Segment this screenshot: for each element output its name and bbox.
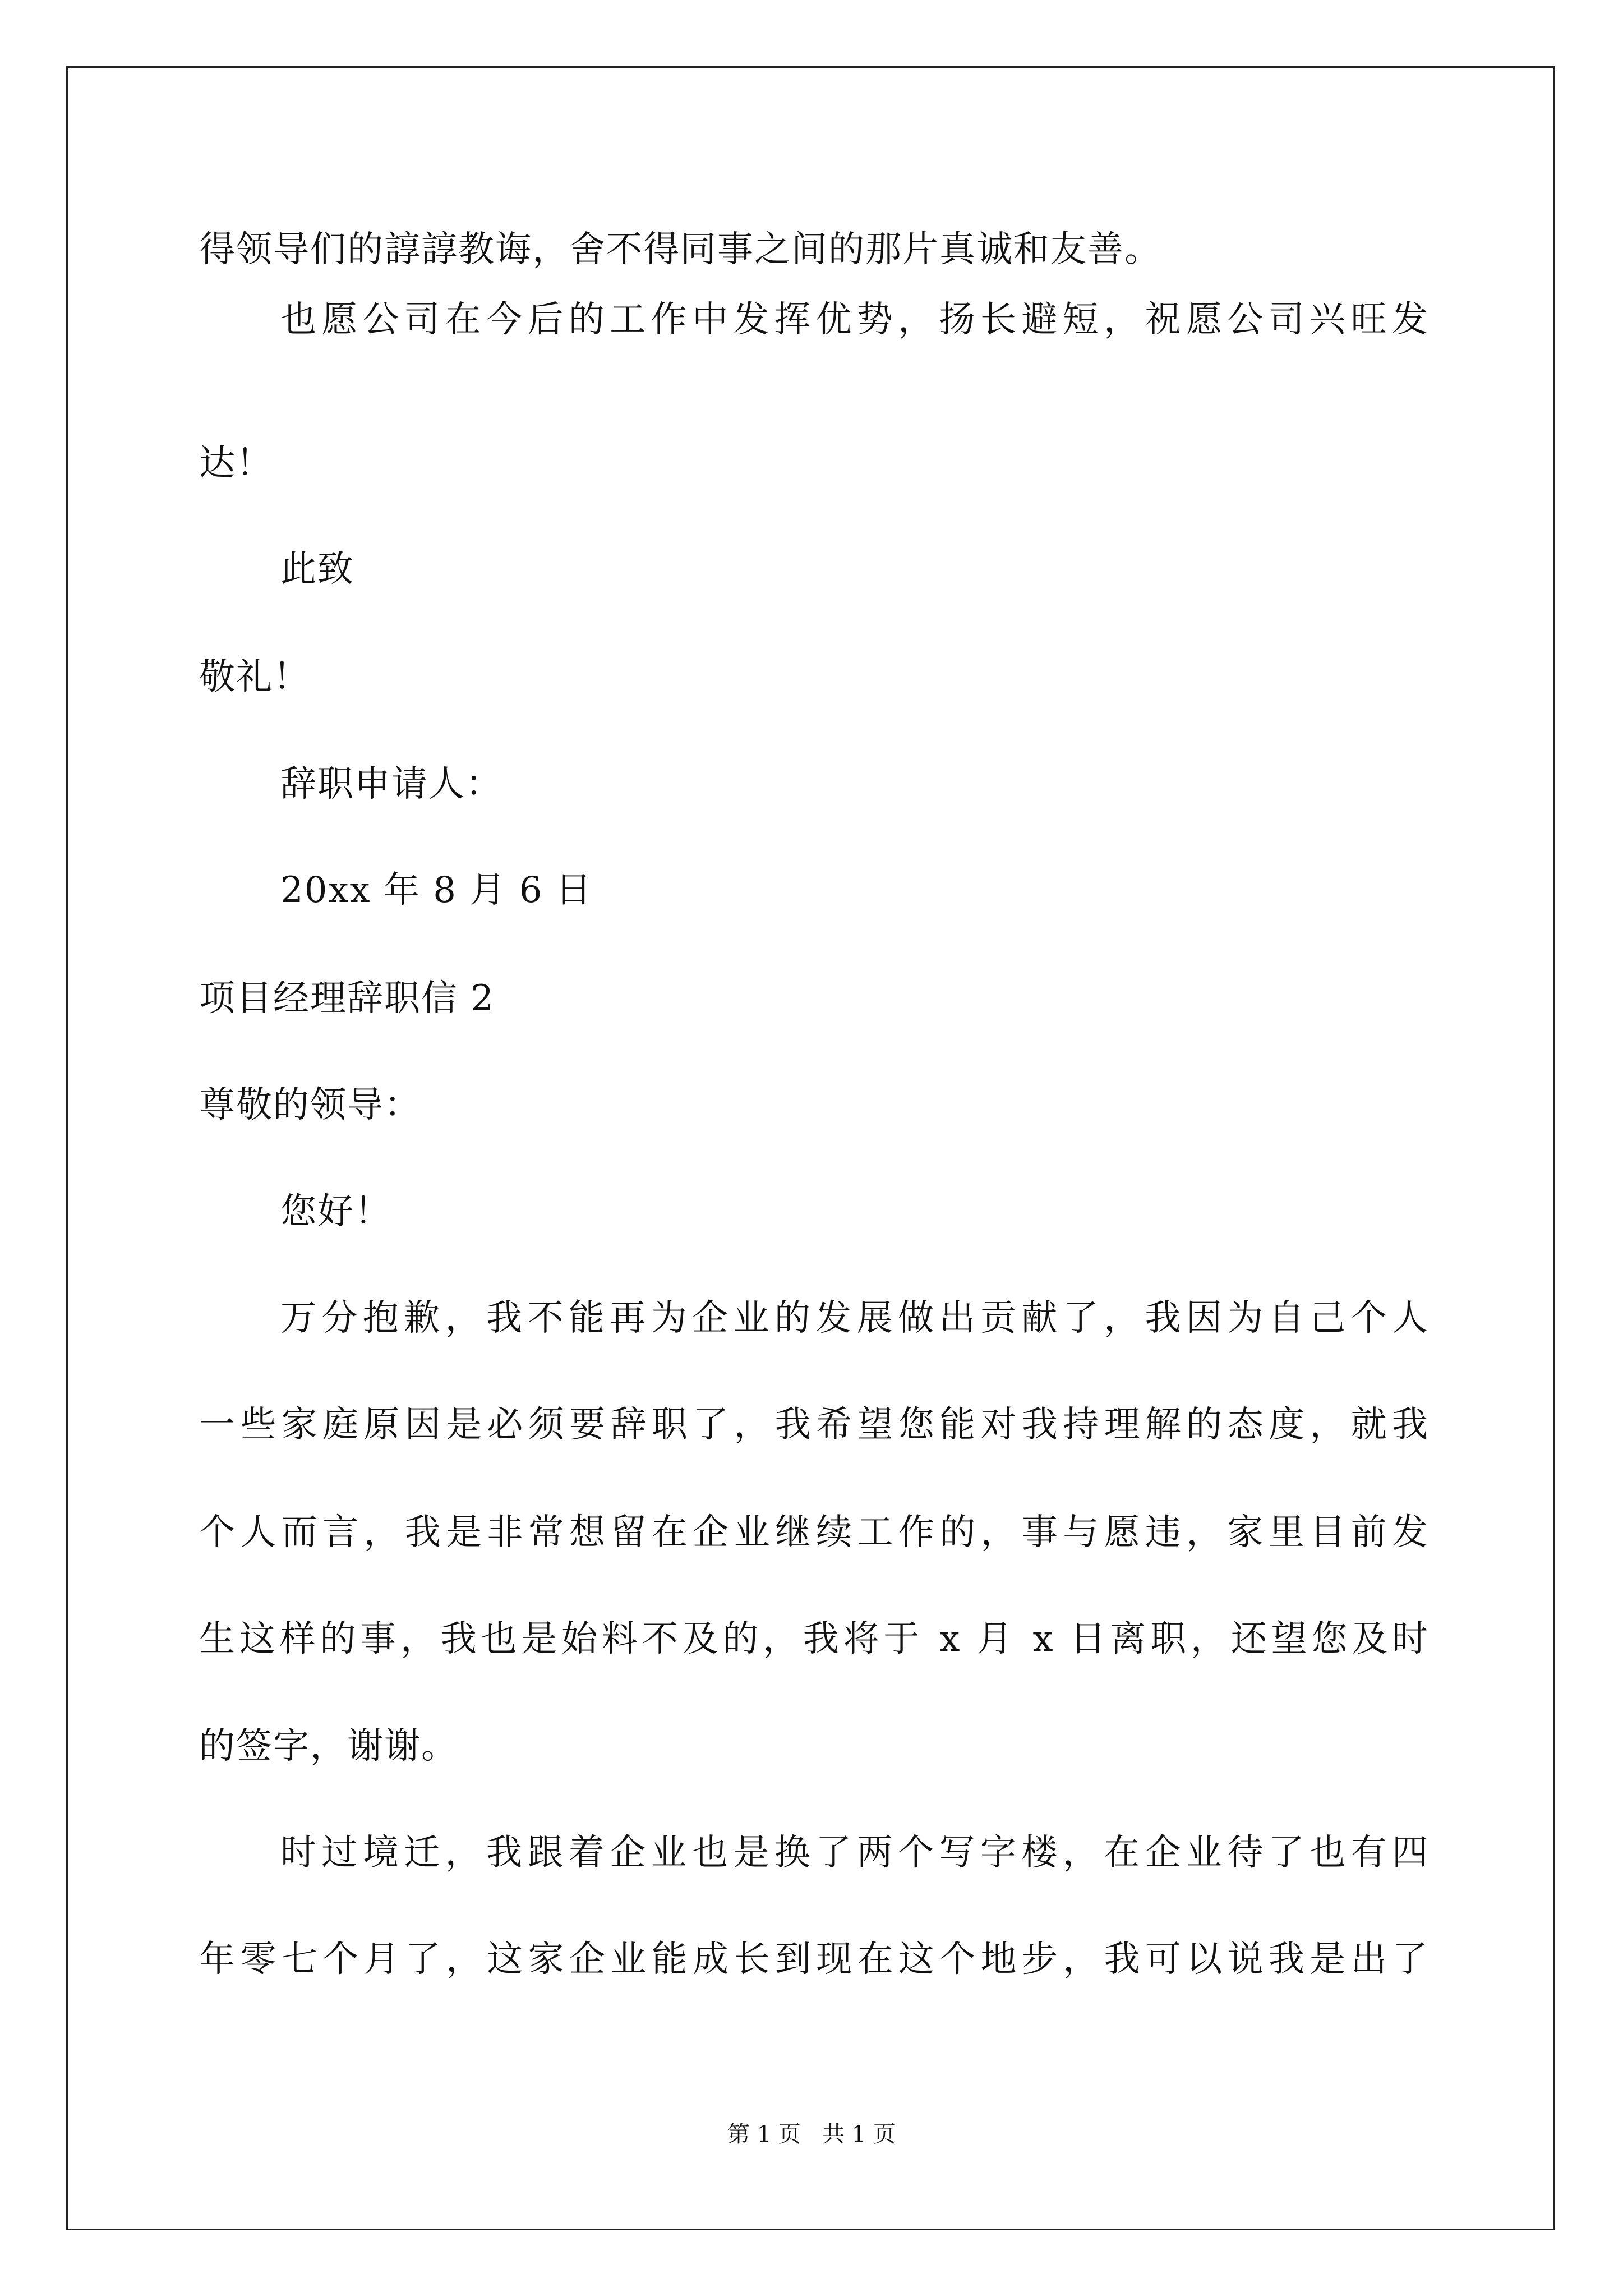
text-line: 得领导们的諄諄教诲，舍不得同事之间的那片真诚和友善。: [199, 229, 1161, 270]
page-footer: 第 1 页 共 1 页: [727, 2122, 896, 2147]
text-line: 20xx 年 8 月 6 日: [280, 869, 593, 911]
text-line: 敬礼！: [199, 656, 310, 698]
text-line: 辞职申请人：: [280, 763, 502, 805]
text-line: 也愿公司在今后的工作中发挥优势，扬长避短，祝愿公司兴旺发: [280, 299, 1429, 341]
text-line: 的签字，谢谢。: [199, 1726, 458, 1767]
text-line: 万分抱歉，我不能再为企业的发展做出贡献了，我因为自己个人: [280, 1297, 1429, 1339]
text-line: 一些家庭原因是必须要辞职了，我希望您能对我持理解的态度，就我: [199, 1404, 1429, 1446]
salutation: 尊敬的领导：: [199, 1084, 421, 1126]
section-title: 项目经理辞职信 2: [199, 978, 495, 1019]
text-line: 达！: [199, 443, 273, 484]
text-line: 生这样的事，我也是始料不及的，我将于 x 月 x 日离职，还望您及时: [199, 1618, 1429, 1660]
text-line: 此致: [280, 549, 354, 590]
text-line: 个人而言，我是非常想留在企业继续工作的，事与愿违，家里目前发: [199, 1512, 1429, 1553]
text-line: 时过境迁，我跟着企业也是换了两个写字楼，在企业待了也有四: [280, 1832, 1429, 1874]
text-line: 年零七个月了，这家企业能成长到现在这个地步，我可以说我是出了: [199, 1939, 1429, 1980]
page-border: [66, 66, 1555, 2230]
text-line: 您好！: [280, 1191, 391, 1232]
